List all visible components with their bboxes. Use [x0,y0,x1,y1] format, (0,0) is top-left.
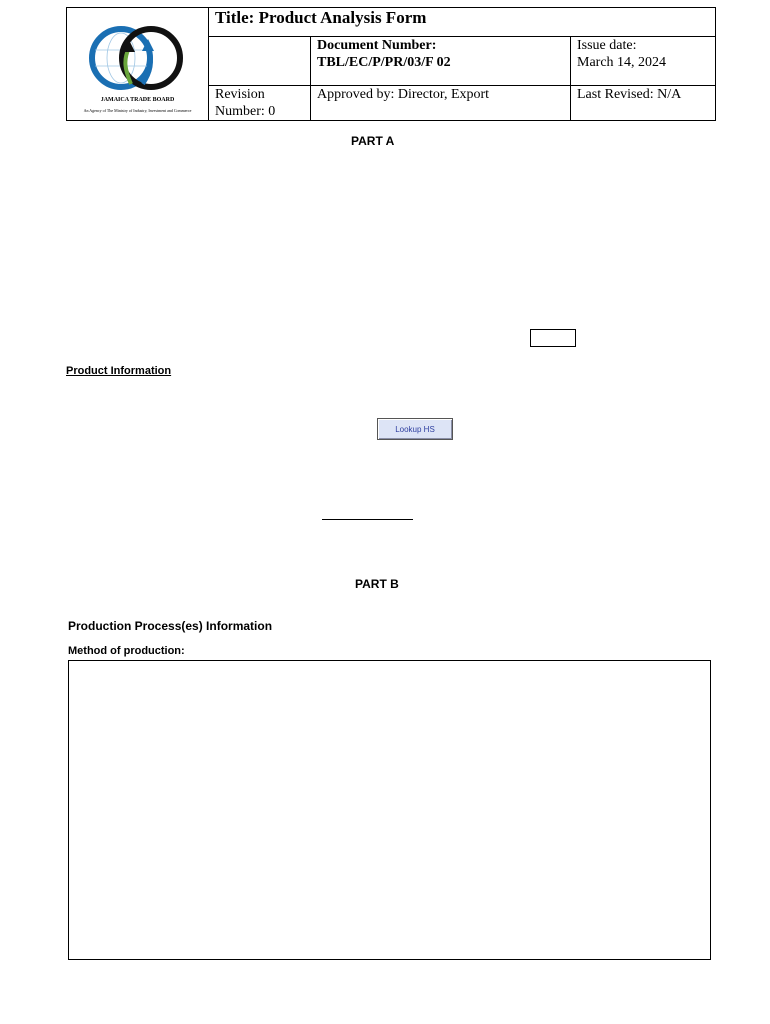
method-of-production-textarea[interactable] [68,660,711,960]
revision-number: Number: 0 [215,104,276,119]
document-number-cell [311,37,571,86]
logo-cell [67,8,209,121]
approved-by: Approved by: Director, Export [311,86,571,121]
part-b-heading: PART B [355,577,399,591]
revision-cell [209,86,311,121]
last-revised: Last Revised: N/A [571,86,716,121]
product-information-heading: Product Information [66,365,172,377]
blank-cell [209,37,311,86]
issue-date: March 14, 2024 [577,55,667,70]
lookup-hs-button[interactable]: Lookup HS [377,418,453,440]
jamaica-trade-board-logo [81,22,191,92]
document-number: TBL/EC/P/PR/03/F 02 [317,55,451,70]
part-a-heading: PART A [351,134,395,148]
revision-label: Revision [215,87,265,102]
issue-date-cell [571,37,716,86]
form-title: Title: Product Analysis Form [209,8,716,37]
document-number-label: Document Number: [317,38,437,53]
logo-subtitle: An Agency of The Ministry of Industry, Investment and Commerce [83,108,192,113]
method-of-production-label: Method of production: [68,645,185,657]
logo-name: JAMAICA TRADE BOARD [100,97,175,103]
header-table [66,7,716,121]
small-input-field[interactable] [530,329,576,347]
issue-date-label: Issue date: [577,38,637,53]
production-process-heading: Production Process(es) Information [68,619,273,633]
input-underline[interactable] [322,519,413,520]
